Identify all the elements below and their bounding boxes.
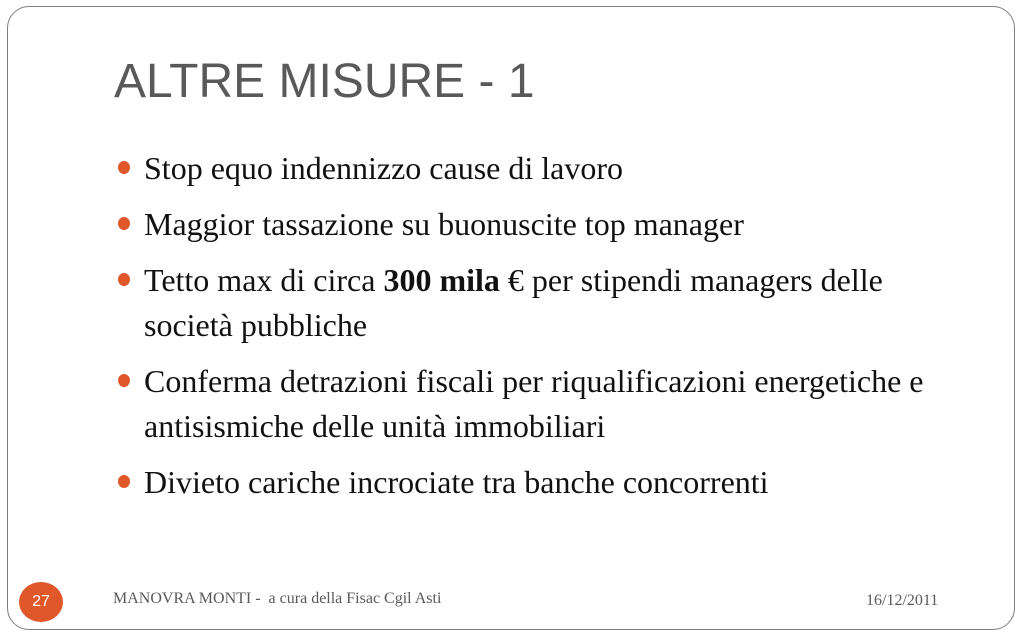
bullet-dot-icon	[118, 475, 130, 488]
bullet-text: Maggior tassazione su buonuscite top manager	[144, 206, 744, 242]
bullet-text-before: Tetto max di circa	[144, 262, 384, 298]
bullet-item	[112, 359, 972, 449]
bullet-text: Conferma detrazioni fiscali per riqualificazioni energetiche e antisismiche delle unità immobiliari	[144, 363, 924, 444]
bullet-item	[112, 202, 972, 247]
footer-date: 16/12/2011	[866, 592, 939, 609]
slide-title: ALTRE MISURE - 1	[114, 55, 535, 108]
bullet-text-after: € per stipendi managers delle società pubbliche	[144, 262, 883, 343]
bullet-text: Stop equo indennizzo cause di lavoro	[144, 150, 623, 186]
bullet-list	[112, 146, 972, 516]
bullet-text: Divieto cariche incrociate tra banche concorrenti	[144, 464, 769, 500]
bullet-dot-icon	[118, 217, 130, 230]
bullet-dot-icon	[118, 374, 130, 387]
bullet-item	[112, 258, 972, 348]
bullet-item	[112, 146, 972, 191]
bullet-text-bold: 300 mila	[383, 262, 500, 298]
footer-text: MANOVRA MONTI - a cura della Fisac Cgil Asti	[113, 590, 442, 607]
page-number-badge: 27	[19, 582, 63, 622]
bullet-item	[112, 460, 972, 505]
bullet-dot-icon	[118, 161, 130, 174]
bullet-dot-icon	[118, 273, 130, 286]
